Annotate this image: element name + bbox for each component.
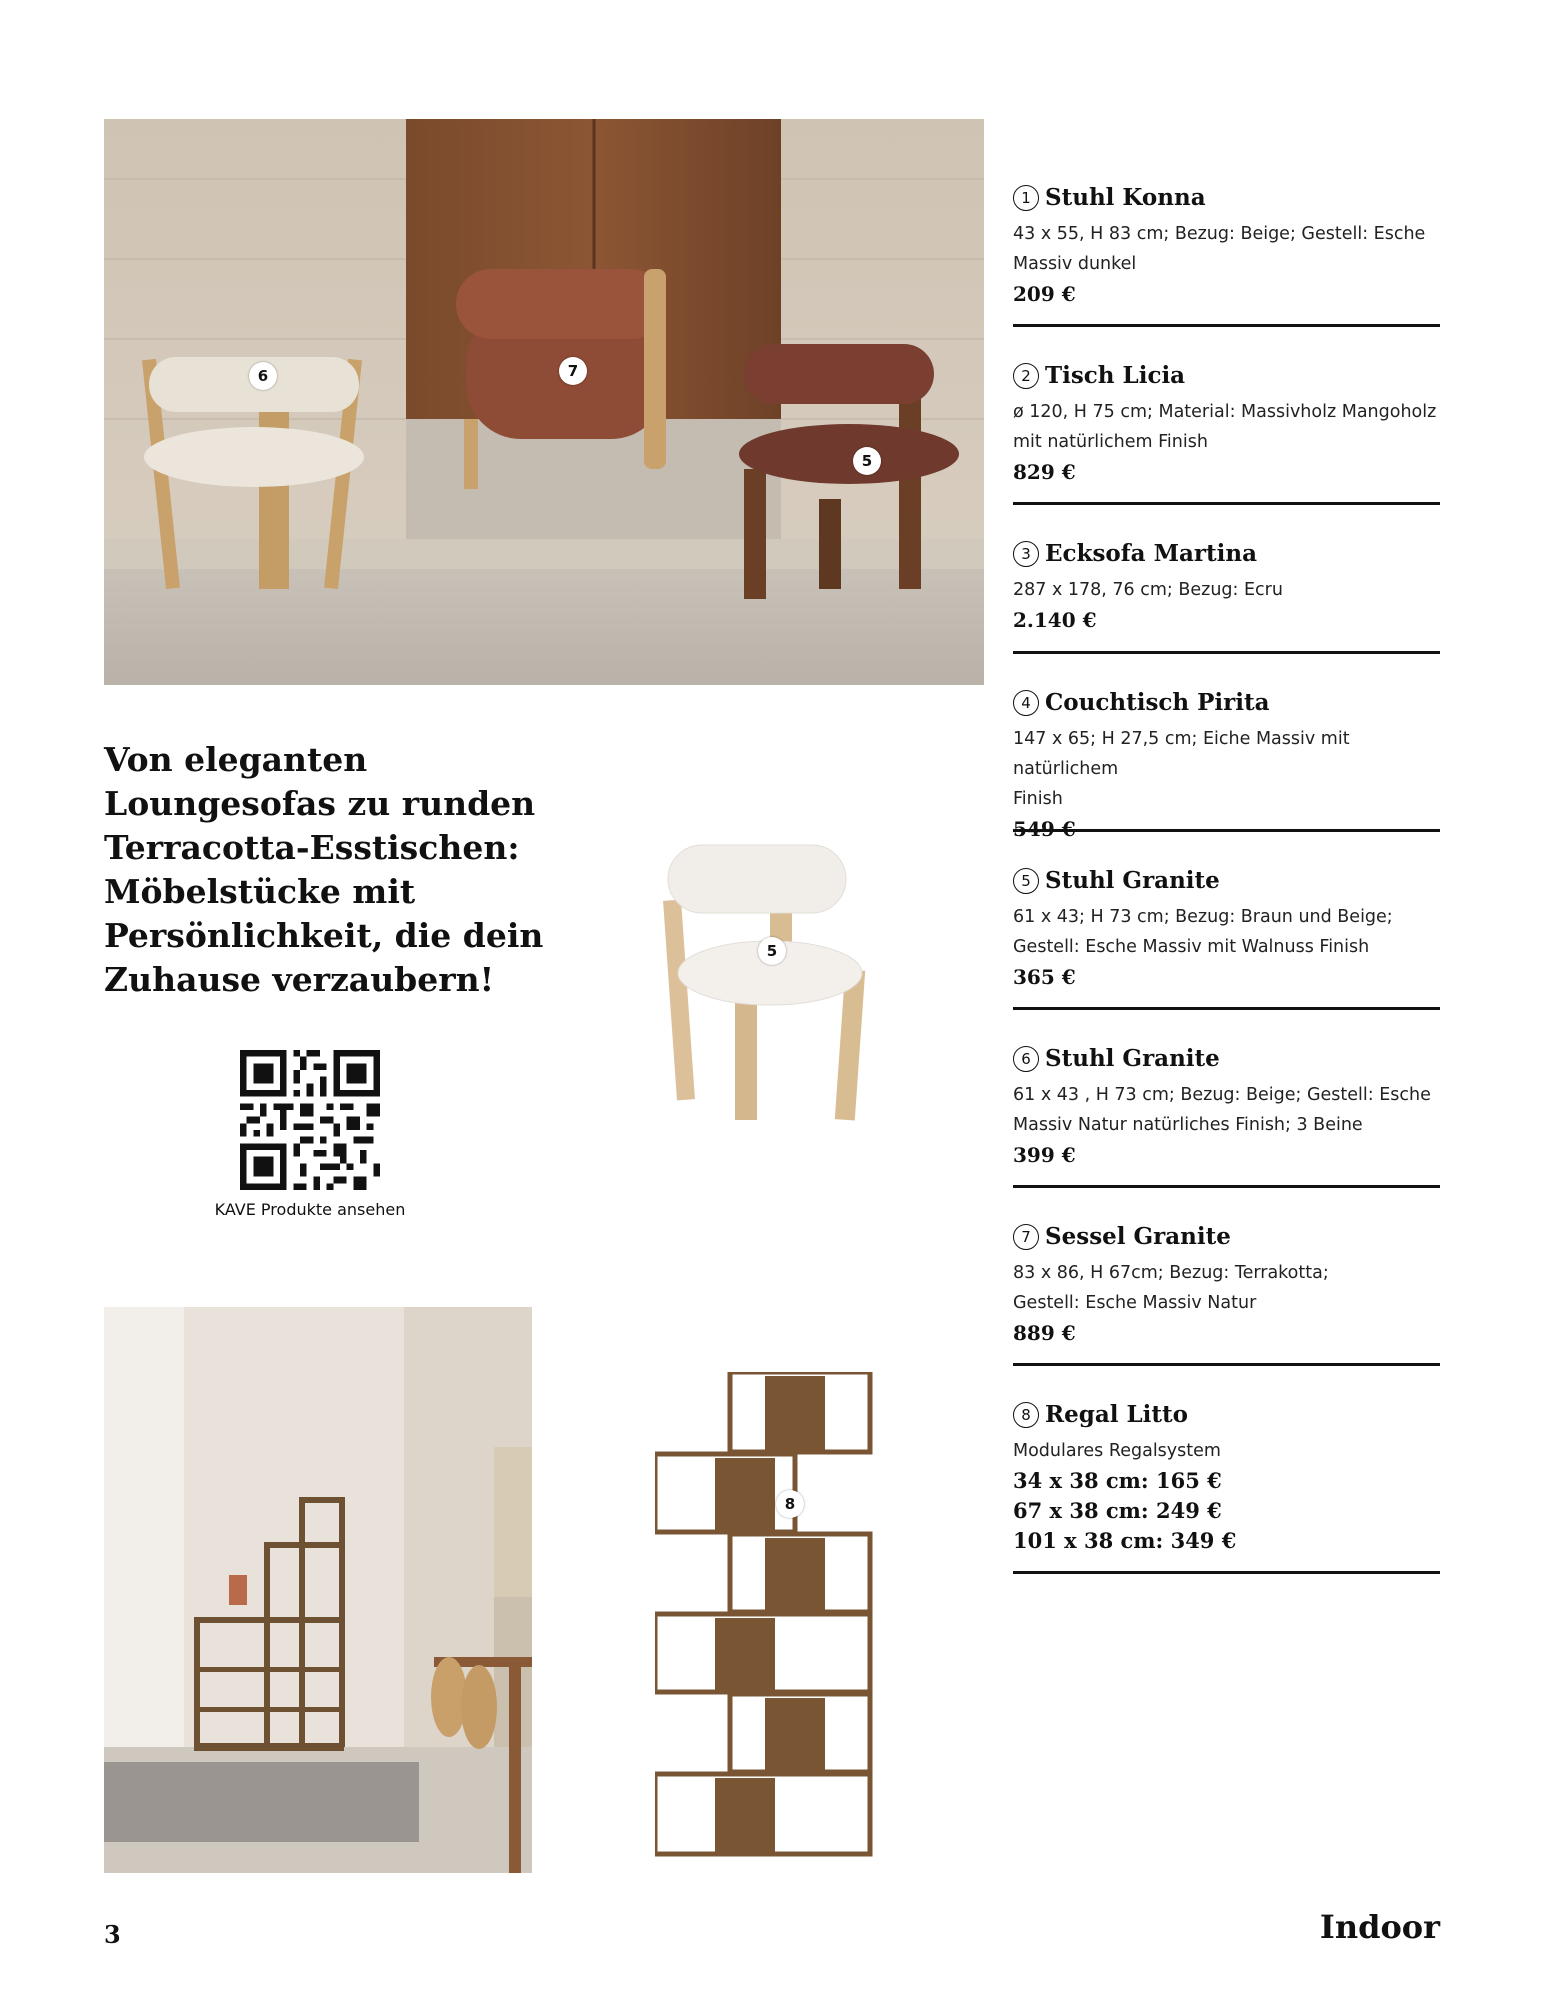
product-number: 7 <box>1013 1224 1039 1250</box>
qr-code[interactable] <box>240 1050 380 1190</box>
product-7 <box>1013 1223 1440 1366</box>
product-price: 34 x 38 cm: 165 € <box>1013 1468 1222 1493</box>
product-desc-line: Gestell: Esche Massiv mit Walnuss Finish <box>1013 937 1370 957</box>
chair-marker-5: 5 <box>758 937 786 965</box>
product-name: Stuhl Granite <box>1045 867 1220 894</box>
hero-marker-7: 7 <box>559 357 587 385</box>
product-name: Stuhl Granite <box>1045 1045 1220 1072</box>
product-2 <box>1013 362 1440 505</box>
product-price: 549 € <box>1013 817 1076 841</box>
chair-photo <box>650 830 900 1130</box>
product-5 <box>1013 867 1440 1010</box>
qr-caption: KAVE Produkte ansehen <box>214 1200 406 1219</box>
product-price-list <box>1013 1466 1440 1556</box>
product-name: Ecksofa Martina <box>1045 540 1258 567</box>
product-number: 6 <box>1013 1046 1039 1072</box>
shelf-marker-8: 8 <box>776 1490 804 1518</box>
product-desc-line: 43 x 55, H 83 cm; Bezug: Beige; Gestell: Esche <box>1013 224 1426 244</box>
product-desc-line: Modulares Regalsystem <box>1013 1441 1221 1461</box>
product-desc-line: Massiv dunkel <box>1013 254 1137 274</box>
product-price: 101 x 38 cm: 349 € <box>1013 1528 1237 1553</box>
headline: Von eleganten Loungesofas zu runden Terracotta-Esstischen: Möbelstücke mit Persönlichkeit, die dein Zuhause verzaubern! <box>104 740 544 999</box>
product-desc-line: ø 120, H 75 cm; Material: Massivholz Mangoholz <box>1013 402 1437 422</box>
product-number: 1 <box>1013 185 1039 211</box>
product-desc-line: 61 x 43; H 73 cm; Bezug: Braun und Beige; <box>1013 907 1393 927</box>
hero-photo <box>104 119 984 685</box>
product-6 <box>1013 1045 1440 1188</box>
section-label: Indoor <box>1319 1908 1440 1946</box>
product-price: 829 € <box>1013 460 1076 484</box>
product-number: 5 <box>1013 868 1039 894</box>
product-number: 2 <box>1013 363 1039 389</box>
product-desc-line: 83 x 86, H 67cm; Bezug: Terrakotta; <box>1013 1263 1329 1283</box>
hero-marker-6: 6 <box>249 362 277 390</box>
product-name: Stuhl Konna <box>1045 184 1206 211</box>
product-desc-line: Gestell: Esche Massiv Natur <box>1013 1293 1257 1313</box>
product-4 <box>1013 689 1440 841</box>
product-price: 2.140 € <box>1013 608 1097 632</box>
product-price: 209 € <box>1013 282 1076 306</box>
product-number: 3 <box>1013 541 1039 567</box>
page-number: 3 <box>104 1920 121 1949</box>
product-desc-line: Massiv Natur natürliches Finish; 3 Beine <box>1013 1115 1363 1135</box>
product-name: Couchtisch Pirita <box>1045 689 1270 716</box>
product-desc-line: Finish <box>1013 789 1063 809</box>
product-price: 889 € <box>1013 1321 1076 1345</box>
product-price: 399 € <box>1013 1143 1076 1167</box>
hero-marker-5: 5 <box>853 447 881 475</box>
shelf-photo <box>655 1372 875 1858</box>
product-desc-line: 61 x 43 , H 73 cm; Bezug: Beige; Gestell: Esche <box>1013 1085 1431 1105</box>
product-1 <box>1013 184 1440 327</box>
product-3 <box>1013 540 1440 654</box>
product-name: Regal Litto <box>1045 1401 1188 1428</box>
product-name: Sessel Granite <box>1045 1223 1231 1250</box>
product-desc-line: 147 x 65; H 27,5 cm; Eiche Massiv mit natürlichem <box>1013 729 1350 779</box>
product-8 <box>1013 1401 1440 1574</box>
product-desc-line: 287 x 178, 76 cm; Bezug: Ecru <box>1013 580 1283 600</box>
product-price: 365 € <box>1013 965 1076 989</box>
product-name: Tisch Licia <box>1045 362 1186 389</box>
product-number: 4 <box>1013 690 1039 716</box>
product-price: 67 x 38 cm: 249 € <box>1013 1498 1222 1523</box>
living-room-photo <box>104 1307 532 1873</box>
product-number: 8 <box>1013 1402 1039 1428</box>
product-desc-line: mit natürlichem Finish <box>1013 432 1208 452</box>
